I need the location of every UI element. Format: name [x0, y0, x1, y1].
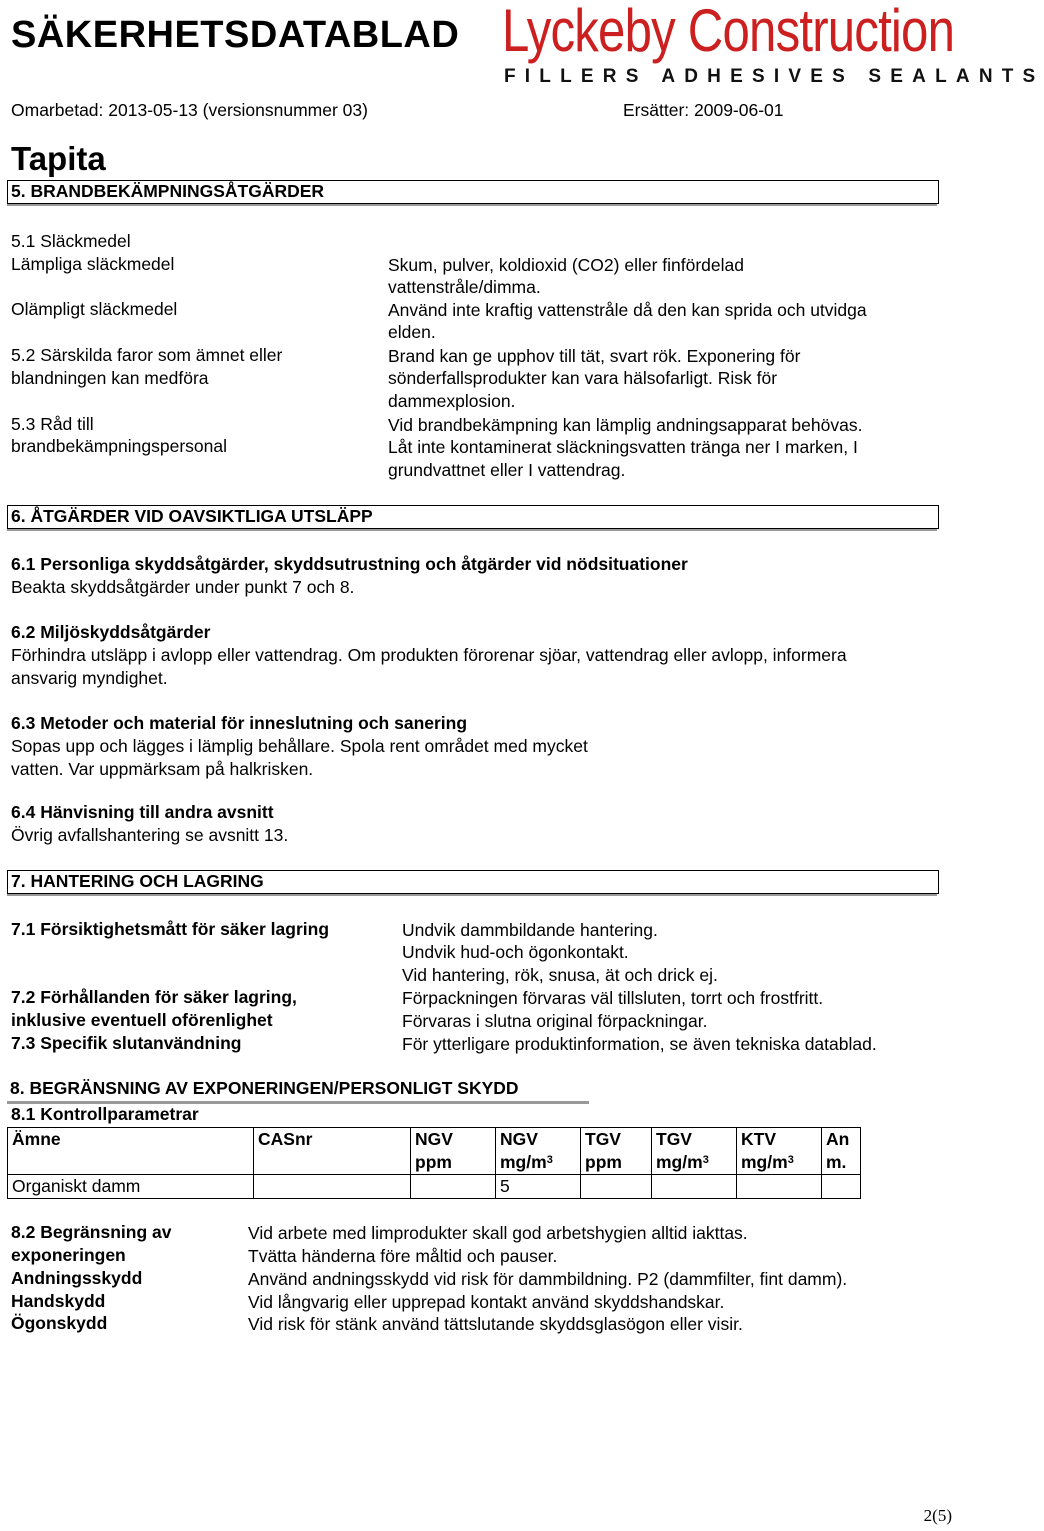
- limit-value: Vid arbete med limprodukter skall god arbetshygien alltid iakttas.: [248, 1223, 748, 1243]
- section-6-header: 6. ÅTGÄRDER VID OAVSIKTLIGA UTSLÄPP: [7, 505, 939, 529]
- cell-ktv: [737, 1175, 822, 1199]
- cell-ngv-ppm: [411, 1175, 496, 1199]
- col-ngv-ppm: NGV ppm: [411, 1128, 496, 1175]
- eye-value: Vid risk för stänk använd tättslutande skyddsglasögon eller visir.: [248, 1314, 743, 1334]
- s6-sub3-heading: 6.3 Metoder och material för inneslutning och sanering: [11, 713, 468, 733]
- hazards-value-2: sönderfallsprodukter kan vara hälsofarligt. Risk för: [388, 368, 778, 388]
- unsuitable-value-2: elden.: [388, 322, 436, 342]
- document-title: SÄKERHETSDATABLAD: [11, 14, 460, 56]
- s7-value-2: Förpackningen förvaras väl tillsluten, torrt och frostfritt.: [402, 988, 824, 1008]
- s7-label-1: 7.1 Försiktighetsmått för säker lagring: [11, 919, 330, 939]
- s7-value-1c: Vid hantering, rök, snusa, ät och drick ej.: [402, 965, 718, 985]
- suitable-value-2: vattenstråle/dimma.: [388, 277, 541, 297]
- advice-label: 5.3 Råd till: [11, 414, 94, 434]
- cell-casnr: [254, 1175, 411, 1199]
- unsuitable-label: Olämpligt släckmedel: [11, 299, 178, 319]
- company-logo: [502, 0, 1044, 96]
- s6-sub2-text: Förhindra utsläpp i avlopp eller vattendrag. Om produkten förorenar sjöar, vattendrag eller avlopp, informera: [11, 645, 847, 665]
- eye-label: Ögonskydd: [11, 1313, 108, 1333]
- hazards-value: Brand kan ge upphov till tät, svart rök. Exponering för: [388, 346, 801, 366]
- cell-amne: Organiskt damm: [8, 1175, 254, 1199]
- section-8-header: 8. BEGRÄNSNING AV EXPONERINGEN/PERSONLIGT SKYDD: [10, 1078, 519, 1098]
- revision-date: Omarbetad: 2013-05-13 (versionsnummer 03): [11, 100, 368, 120]
- s7-value-1b: Undvik hud-och ögonkontakt.: [402, 942, 629, 962]
- hand-label: Handskydd: [11, 1291, 106, 1311]
- s6-sub1-heading: 6.1 Personliga skyddsåtgärder, skyddsutrustning och åtgärder vid nödsituationer: [11, 554, 688, 574]
- table-header-row: [8, 1128, 861, 1175]
- cell-ngv-mg: 5: [496, 1175, 581, 1199]
- cell-an: [822, 1175, 861, 1199]
- page-number: 2(5): [923, 1506, 952, 1525]
- hazards-value-3: dammexplosion.: [388, 391, 516, 411]
- section-7-header: 7. HANTERING OCH LAGRING: [7, 870, 939, 894]
- s6-sub4-text: Övrig avfallshantering se avsnitt 13.: [11, 825, 289, 845]
- logo-name: Lyckeby Construction: [502, 0, 955, 64]
- s6-sub2-text-2: ansvarig myndighet.: [11, 668, 168, 688]
- col-tgv-ppm: TGV ppm: [581, 1128, 652, 1175]
- s6-sub1-text: Beakta skyddsåtgärder under punkt 7 och 8.: [11, 577, 355, 597]
- s7-value-3: För ytterligare produktinformation, se även tekniska datablad.: [402, 1034, 877, 1054]
- col-tgv-mg: TGV $mg/m^3$: [652, 1128, 737, 1175]
- advice-value-3: grundvattnet eller I vattendrag.: [388, 460, 626, 480]
- unsuitable-value: Använd inte kraftig vattenstråle då den kan sprida och utvidga: [388, 300, 867, 320]
- advice-value-2: Låt inte kontaminerat släckningsvatten tränga ner I marken, I: [388, 437, 858, 457]
- control-parameters-table: [7, 1127, 861, 1199]
- product-name: Tapita: [11, 140, 106, 177]
- s6-sub4-heading: 6.4 Hänvisning till andra avsnitt: [11, 802, 274, 822]
- cell-tgv-ppm: [581, 1175, 652, 1199]
- s7-value-1: Undvik dammbildande hantering.: [402, 920, 658, 940]
- suitable-value: Skum, pulver, koldioxid (CO2) eller finfördelad: [388, 255, 744, 275]
- hand-value: Vid långvarig eller upprepad kontakt använd skyddshandskar.: [248, 1292, 725, 1312]
- limit-value-2: Tvätta händerna före måltid och pauser.: [248, 1246, 558, 1266]
- logo-tagline: FILLERS ADHESIVES SEALANTS: [504, 66, 1044, 87]
- col-ngv-mg: NGV $mg/m^3$: [496, 1128, 581, 1175]
- s7-label-2b: inklusive eventuell oförenlighet: [11, 1010, 273, 1030]
- s6-sub3-text: Sopas upp och lägges i lämplig behållare. Spola rent området med mycket: [11, 736, 588, 756]
- replaces-date: Ersätter: 2009-06-01: [623, 100, 784, 120]
- hazards-label-2: blandningen kan medföra: [11, 368, 209, 388]
- cell-tgv-mg: [652, 1175, 737, 1199]
- s7-label-2: 7.2 Förhållanden för säker lagring,: [11, 987, 297, 1007]
- advice-label-2: brandbekämpningspersonal: [11, 436, 227, 456]
- table-row: [8, 1175, 861, 1199]
- respiratory-value: Använd andningsskydd vid risk för dammbildning. P2 (dammfilter, fint damm).: [248, 1269, 848, 1289]
- col-amne: Ämne: [8, 1128, 254, 1175]
- col-casnr: CASnr: [254, 1128, 411, 1175]
- s6-sub2-heading: 6.2 Miljöskyddsåtgärder: [11, 622, 211, 642]
- limit-label: 8.2 Begränsning av: [11, 1222, 172, 1242]
- advice-value: Vid brandbekämpning kan lämplig andningsapparat behövas.: [388, 415, 863, 435]
- s7-value-2b: Förvaras i slutna original förpackningar.: [402, 1011, 708, 1031]
- suitable-label: Lämpliga släckmedel: [11, 254, 175, 274]
- s7-label-3: 7.3 Specifik slutanvändning: [11, 1033, 242, 1053]
- section-5-header: 5. BRANDBEKÄMPNINGSÅTGÄRDER: [7, 180, 939, 204]
- col-ktv: KTV $mg/m^3$: [737, 1128, 822, 1175]
- s5-sub1: 5.1 Släckmedel: [11, 231, 131, 251]
- col-an: An m.: [822, 1128, 861, 1175]
- s6-sub3-text-2: vatten. Var uppmärksam på halkrisken.: [11, 759, 314, 779]
- hazards-label: 5.2 Särskilda faror som ämnet eller: [11, 345, 283, 365]
- limit-label-2: exponeringen: [11, 1245, 126, 1265]
- respiratory-label: Andningsskydd: [11, 1268, 143, 1288]
- s8-sub1: 8.1 Kontrollparametrar: [11, 1104, 199, 1124]
